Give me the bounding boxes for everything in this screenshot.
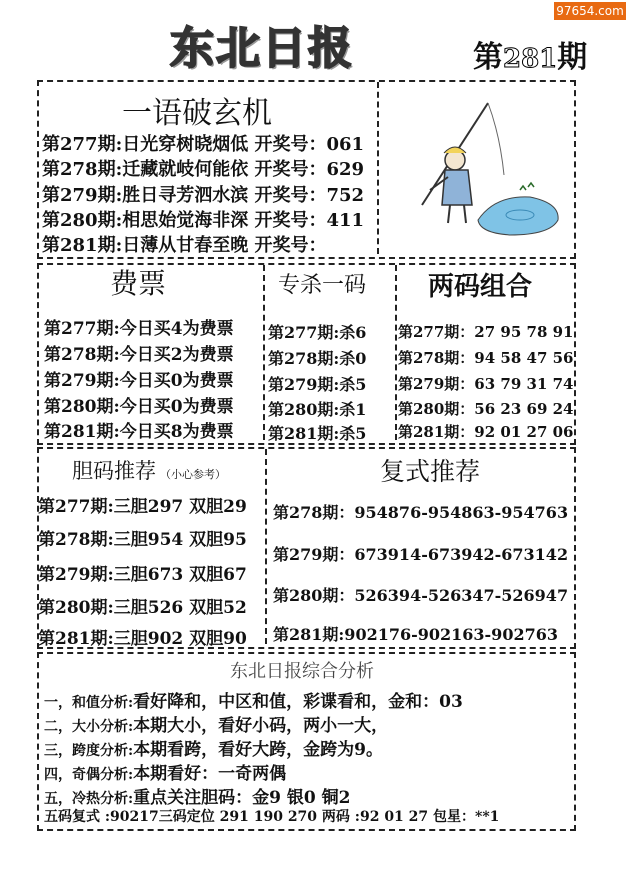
zhuansha-row: 第280期:杀1 <box>268 400 367 419</box>
liangma-row: 第278期：94 58 47 56 <box>398 349 574 367</box>
yiyu-row: 第279期:胜日寻芳泗水滨 开奖号：752 <box>42 185 365 206</box>
issue-number <box>473 32 587 76</box>
fushi-row: 第280期：526394-526347-526947 <box>273 586 569 605</box>
feipiao-row: 第280期:今日买0为费票 <box>44 397 234 417</box>
liangma-row: 第277期：27 95 78 91 <box>398 323 574 341</box>
zhuansha-row: 第278期:杀0 <box>268 349 367 368</box>
zhuansha-row: 第277期:杀6 <box>268 323 367 342</box>
picks-divider-2 <box>395 265 397 440</box>
yiyu-row: 第277期:日光穿树晓烟低 开奖号：061 <box>42 134 365 155</box>
fushi-row: 第281期:902176-902163-902763 <box>273 625 558 644</box>
issue-num: 281 <box>503 44 558 74</box>
danma-row: 第281期:三胆902 双胆90 <box>38 629 247 649</box>
liangma-row: 第279期：63 79 31 74 <box>398 375 574 393</box>
analysis-text: 本期看好：一奇两偶 <box>133 764 287 784</box>
yiyu-divider <box>377 82 379 254</box>
danma-title-note: （小心参考） <box>160 468 226 481</box>
analysis-label: 五，冷热分析: <box>44 791 134 807</box>
feipiao-row: 第277期:今日买4为费票 <box>44 319 234 339</box>
liangma-title: 两码组合 <box>428 272 533 302</box>
yiyu-row: 第281期:日薄从甘春至晚 开奖号： <box>42 235 327 256</box>
yiyu-row: 第278期:迁藏就岐何能依 开奖号：629 <box>42 159 365 180</box>
danma-title-text: 胆码推荐 <box>72 459 156 483</box>
tuijian-divider <box>265 449 267 644</box>
feipiao-row: 第278期:今日买2为费票 <box>44 345 234 365</box>
picks-divider-1 <box>263 265 265 440</box>
issue-prefix: 第 <box>473 40 503 75</box>
danma-row: 第278期:三胆954 双胆95 <box>38 530 247 550</box>
analysis-text: 重点关注胆码：金9 银0 铜2 <box>133 788 351 808</box>
danma-row: 第280期:三胆526 双胆52 <box>38 598 247 618</box>
feipiao-row: 第279期:今日买0为费票 <box>44 371 234 391</box>
zhuansha-row: 第281期:杀5 <box>268 424 367 443</box>
issue-suffix: 期 <box>557 40 588 75</box>
analysis-row <box>44 711 388 736</box>
fisherman-illustration <box>400 95 565 240</box>
yiyu-row: 第280期:相思始觉海非深 开奖号：411 <box>42 210 365 231</box>
analysis-label: 四，奇偶分析: <box>44 767 134 783</box>
zhuansha-title: 专杀一码 <box>278 273 367 298</box>
liangma-row: 第280期：56 23 69 24 <box>398 400 574 418</box>
analysis-row <box>44 735 383 760</box>
analysis-label: 二，大小分析: <box>44 719 134 735</box>
analysis-text: 本期大小，看好小码，两小一大， <box>133 716 389 736</box>
analysis-footer: 五码复式 :90217三码定位 291 190 270 两码 :92 01 27 包星：**1 <box>44 809 500 825</box>
danma-row: 第277期:三胆297 双胆29 <box>38 497 247 517</box>
fushi-title: 复式推荐 <box>380 457 481 486</box>
analysis-text: 看好降和，中区和值，彩谍看和，金和：03 <box>133 692 463 712</box>
fushi-row: 第279期：673914-673942-673142 <box>273 545 569 564</box>
feipiao-title: 费票 <box>110 267 167 300</box>
feipiao-row: 第281期:今日买8为费票 <box>44 422 234 442</box>
analysis-label: 一，和值分析: <box>44 695 134 711</box>
danma-title <box>72 455 226 485</box>
site-watermark: 97654.com <box>554 2 626 20</box>
analysis-label: 三，跨度分析: <box>44 743 134 759</box>
danma-row: 第279期:三胆673 双胆67 <box>38 565 247 585</box>
analysis-row <box>44 759 286 784</box>
analysis-row <box>44 783 351 808</box>
analysis-text: 本期看跨，看好大跨，金跨为9。 <box>133 740 383 760</box>
zhuansha-row: 第279期:杀5 <box>268 375 367 394</box>
analysis-title: 东北日报综合分析 <box>230 661 374 682</box>
analysis-row <box>44 687 463 712</box>
masthead-title: 东北日报 <box>170 23 354 74</box>
fushi-row: 第278期：954876-954863-954763 <box>273 503 569 522</box>
liangma-row: 第281期：92 01 27 06 <box>398 423 574 441</box>
yiyu-title: 一语破玄机 <box>122 96 272 131</box>
